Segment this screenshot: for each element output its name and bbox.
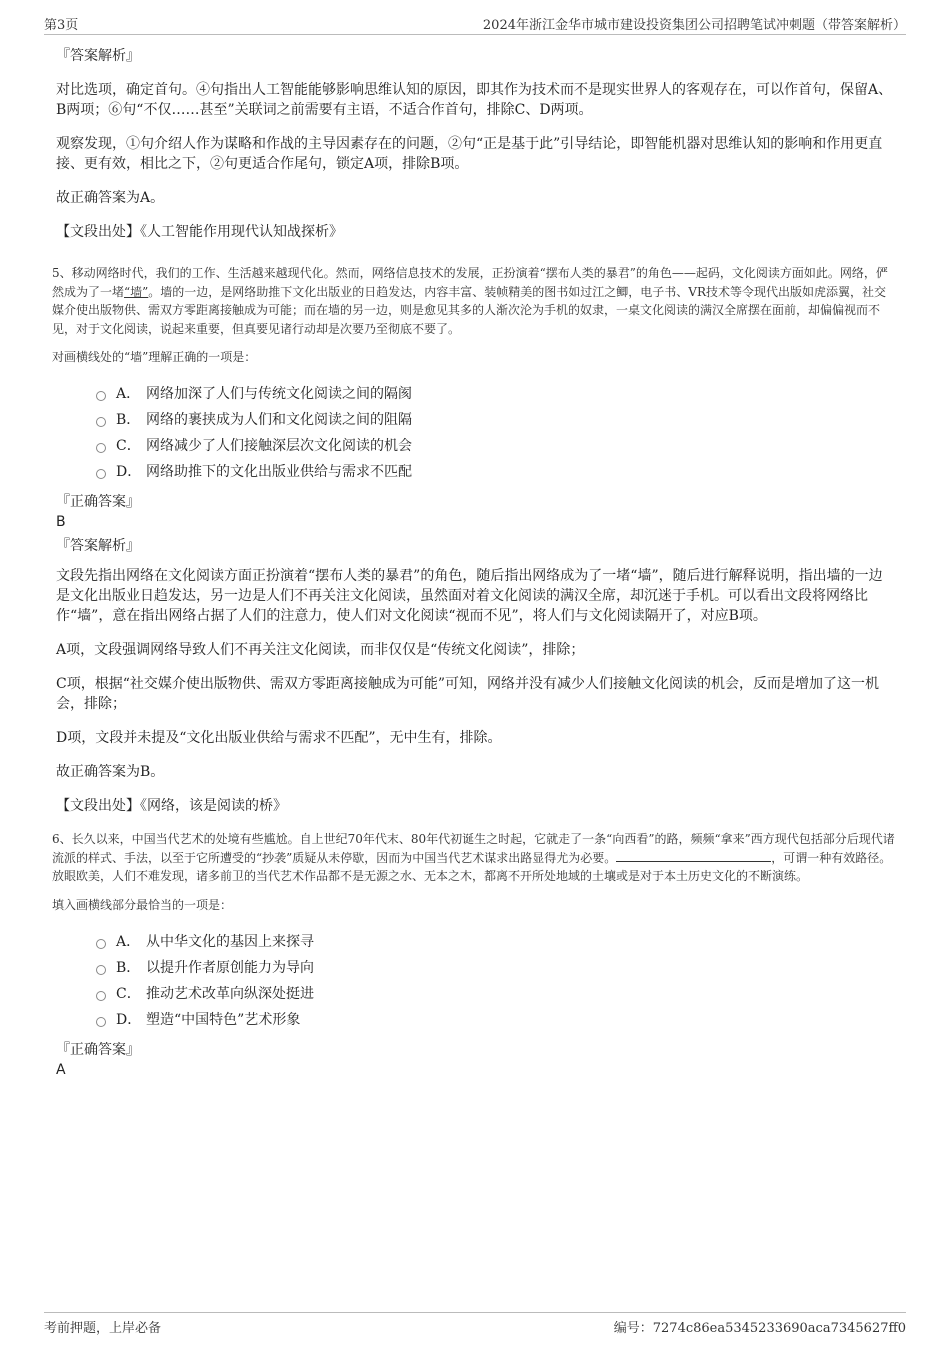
radio-icon[interactable] [96, 417, 106, 427]
underlined-term: “墙” [124, 284, 149, 299]
option-c[interactable]: C． 推动艺术改革向纵深处挺进 [96, 980, 896, 1006]
footer-slogan: 考前押题，上岸必备 [44, 1321, 162, 1336]
analysis-conclusion: 故正确答案为B。 [56, 764, 165, 780]
question-6-prompt: 填入画横线部分最恰当的一项是： [52, 897, 233, 912]
correct-answer: A [56, 1061, 66, 1078]
analysis-paragraph: 观察发现，①句介绍人作为谋略和作战的主导因素存在的问题，②句“正是基于此”引导结论，即智能机器对思维认知的影响和作用更直接、更有效，相比之下，②句更适合作尾句，锁定A项，排除B项。 [56, 136, 883, 172]
question-5-text: 5、移动网络时代，我们的工作、生活越来越现代化。然而，网络信息技术的发展，正扮演着“摆布人类的暴君”的角色——起码，文化阅读方面如此。网络，俨然成为了一堵“墙”。墙的一边，是网络助推下文化出版业的日趋发达，内容丰富、装帧精美的图书如过江之鲫，电子书、VR技术等令现代出版如虎添翼，社交媒介使出版物供、需双方零距离接触成为可能；而在墙的另一边，则是愈见其多的人渐次沦为手机的奴隶，一桌文化阅读的满汉全席摆在面前，却偏偏视而不见，对于文化阅读，说起来重要，但真要见诸行动却是次要乃至彻底不要了。 [52, 266, 888, 336]
radio-icon[interactable] [96, 391, 106, 401]
question-6-options [56, 928, 896, 1032]
analysis-paragraph: D项，文段并未提及“文化出版业供给与需求不匹配”，无中生有，排除。 [56, 730, 502, 746]
page-content [52, 46, 896, 1084]
correct-answer-label: 『正确答案』 [56, 494, 140, 510]
analysis-paragraph: A项，文段强调网络导致人们不再关注文化阅读，而非仅仅是“传统文化阅读”，排除； [56, 642, 585, 658]
fill-in-blank [616, 849, 771, 862]
option-b[interactable]: B． 网络的裹挟成为人们和文化阅读之间的阻隔 [96, 406, 896, 432]
question-6-text: 6、长久以来，中国当代艺术的处境有些尴尬。自上世纪70年代末、80年代初诞生之时起，它就走了一条“向西看”的路，频频“拿来”西方现代包括部分后现代诸流派的样式、手法，以至于它所遭受的“抄袭”质疑从未停歇，因而为中国当代艺术谋求出路显得尤为必要。 ，可谓一种有效路径。放眼欧美，人们不难发现，诸多前卫的当代艺术作品都不是无源之水、无本之木，都离不开所处地域的土壤或是对于本土历史文化的不断演练。 [52, 832, 895, 883]
radio-icon[interactable] [96, 1017, 106, 1027]
source-citation: 【文段出处】《人工智能作用现代认知战探析》 [56, 224, 343, 240]
analysis-paragraph: 对比选项，确定首句。④句指出人工智能能够影响思维认知的原因，即其作为技术而不是现实世界人的客观存在，可以作首句，保留A、B两项；⑥句“不仅……甚至”关联词之前需要有主语，不适合作首句，排除C、D两项。 [56, 82, 893, 118]
analysis-paragraph: 文段先指出网络在文化阅读方面正扮演着“摆布人类的暴君”的角色，随后指出网络成为了一堵“墙”，随后进行解释说明，指出墙的一边是文化出版业日趋发达，另一边是人们不再关注文化阅读，虽然面对着文化阅读的满汉全席，却沉迷于手机。可以看出文段将网络比作“墙”，意在指出网络占据了人们的注意力，使人们对文化阅读“视而不见”，将人们与文化阅读隔开了，对应B项。 [56, 568, 883, 624]
option-c[interactable]: C． 网络减少了人们接触深层次文化阅读的机会 [96, 432, 896, 458]
correct-answer: B [56, 514, 66, 530]
question-5-options [56, 380, 896, 484]
analysis-label: 『答案解析』 [56, 48, 140, 64]
page-footer [44, 1312, 906, 1337]
page-number: 第3页 [44, 18, 79, 33]
radio-icon[interactable] [96, 991, 106, 1001]
analysis-conclusion: 故正确答案为A。 [56, 190, 165, 206]
radio-icon[interactable] [96, 965, 106, 975]
analysis-label: 『答案解析』 [56, 538, 140, 554]
option-d[interactable]: D． 塑造“中国特色”艺术形象 [96, 1006, 896, 1032]
question-5-prompt: 对画横线处的“墙”理解正确的一项是： [52, 350, 257, 364]
correct-answer-label: 『正确答案』 [56, 1041, 140, 1058]
radio-icon[interactable] [96, 443, 106, 453]
source-citation: 【文段出处】《网络，该是阅读的桥》 [56, 798, 287, 814]
radio-icon[interactable] [96, 469, 106, 479]
option-a[interactable]: A． 从中华文化的基因上来探寻 [96, 928, 896, 954]
page-header [44, 12, 906, 35]
radio-icon[interactable] [96, 939, 106, 949]
document-title: 2024年浙江金华市城市建设投资集团公司招聘笔试冲刺题（带答案解析） [482, 18, 906, 33]
document-code: 编号：7274c86ea5345233690aca7345627ff0 [613, 1321, 906, 1336]
option-b[interactable]: B． 以提升作者原创能力为导向 [96, 954, 896, 980]
option-a[interactable]: A． 网络加深了人们与传统文化阅读之间的隔阂 [96, 380, 896, 406]
option-d[interactable]: D． 网络助推下的文化出版业供给与需求不匹配 [96, 458, 896, 484]
analysis-paragraph: C项，根据“社交媒介使出版物供、需双方零距离接触成为可能”可知，网络并没有减少人们接触文化阅读的机会，反而是增加了这一机会，排除； [56, 676, 880, 712]
